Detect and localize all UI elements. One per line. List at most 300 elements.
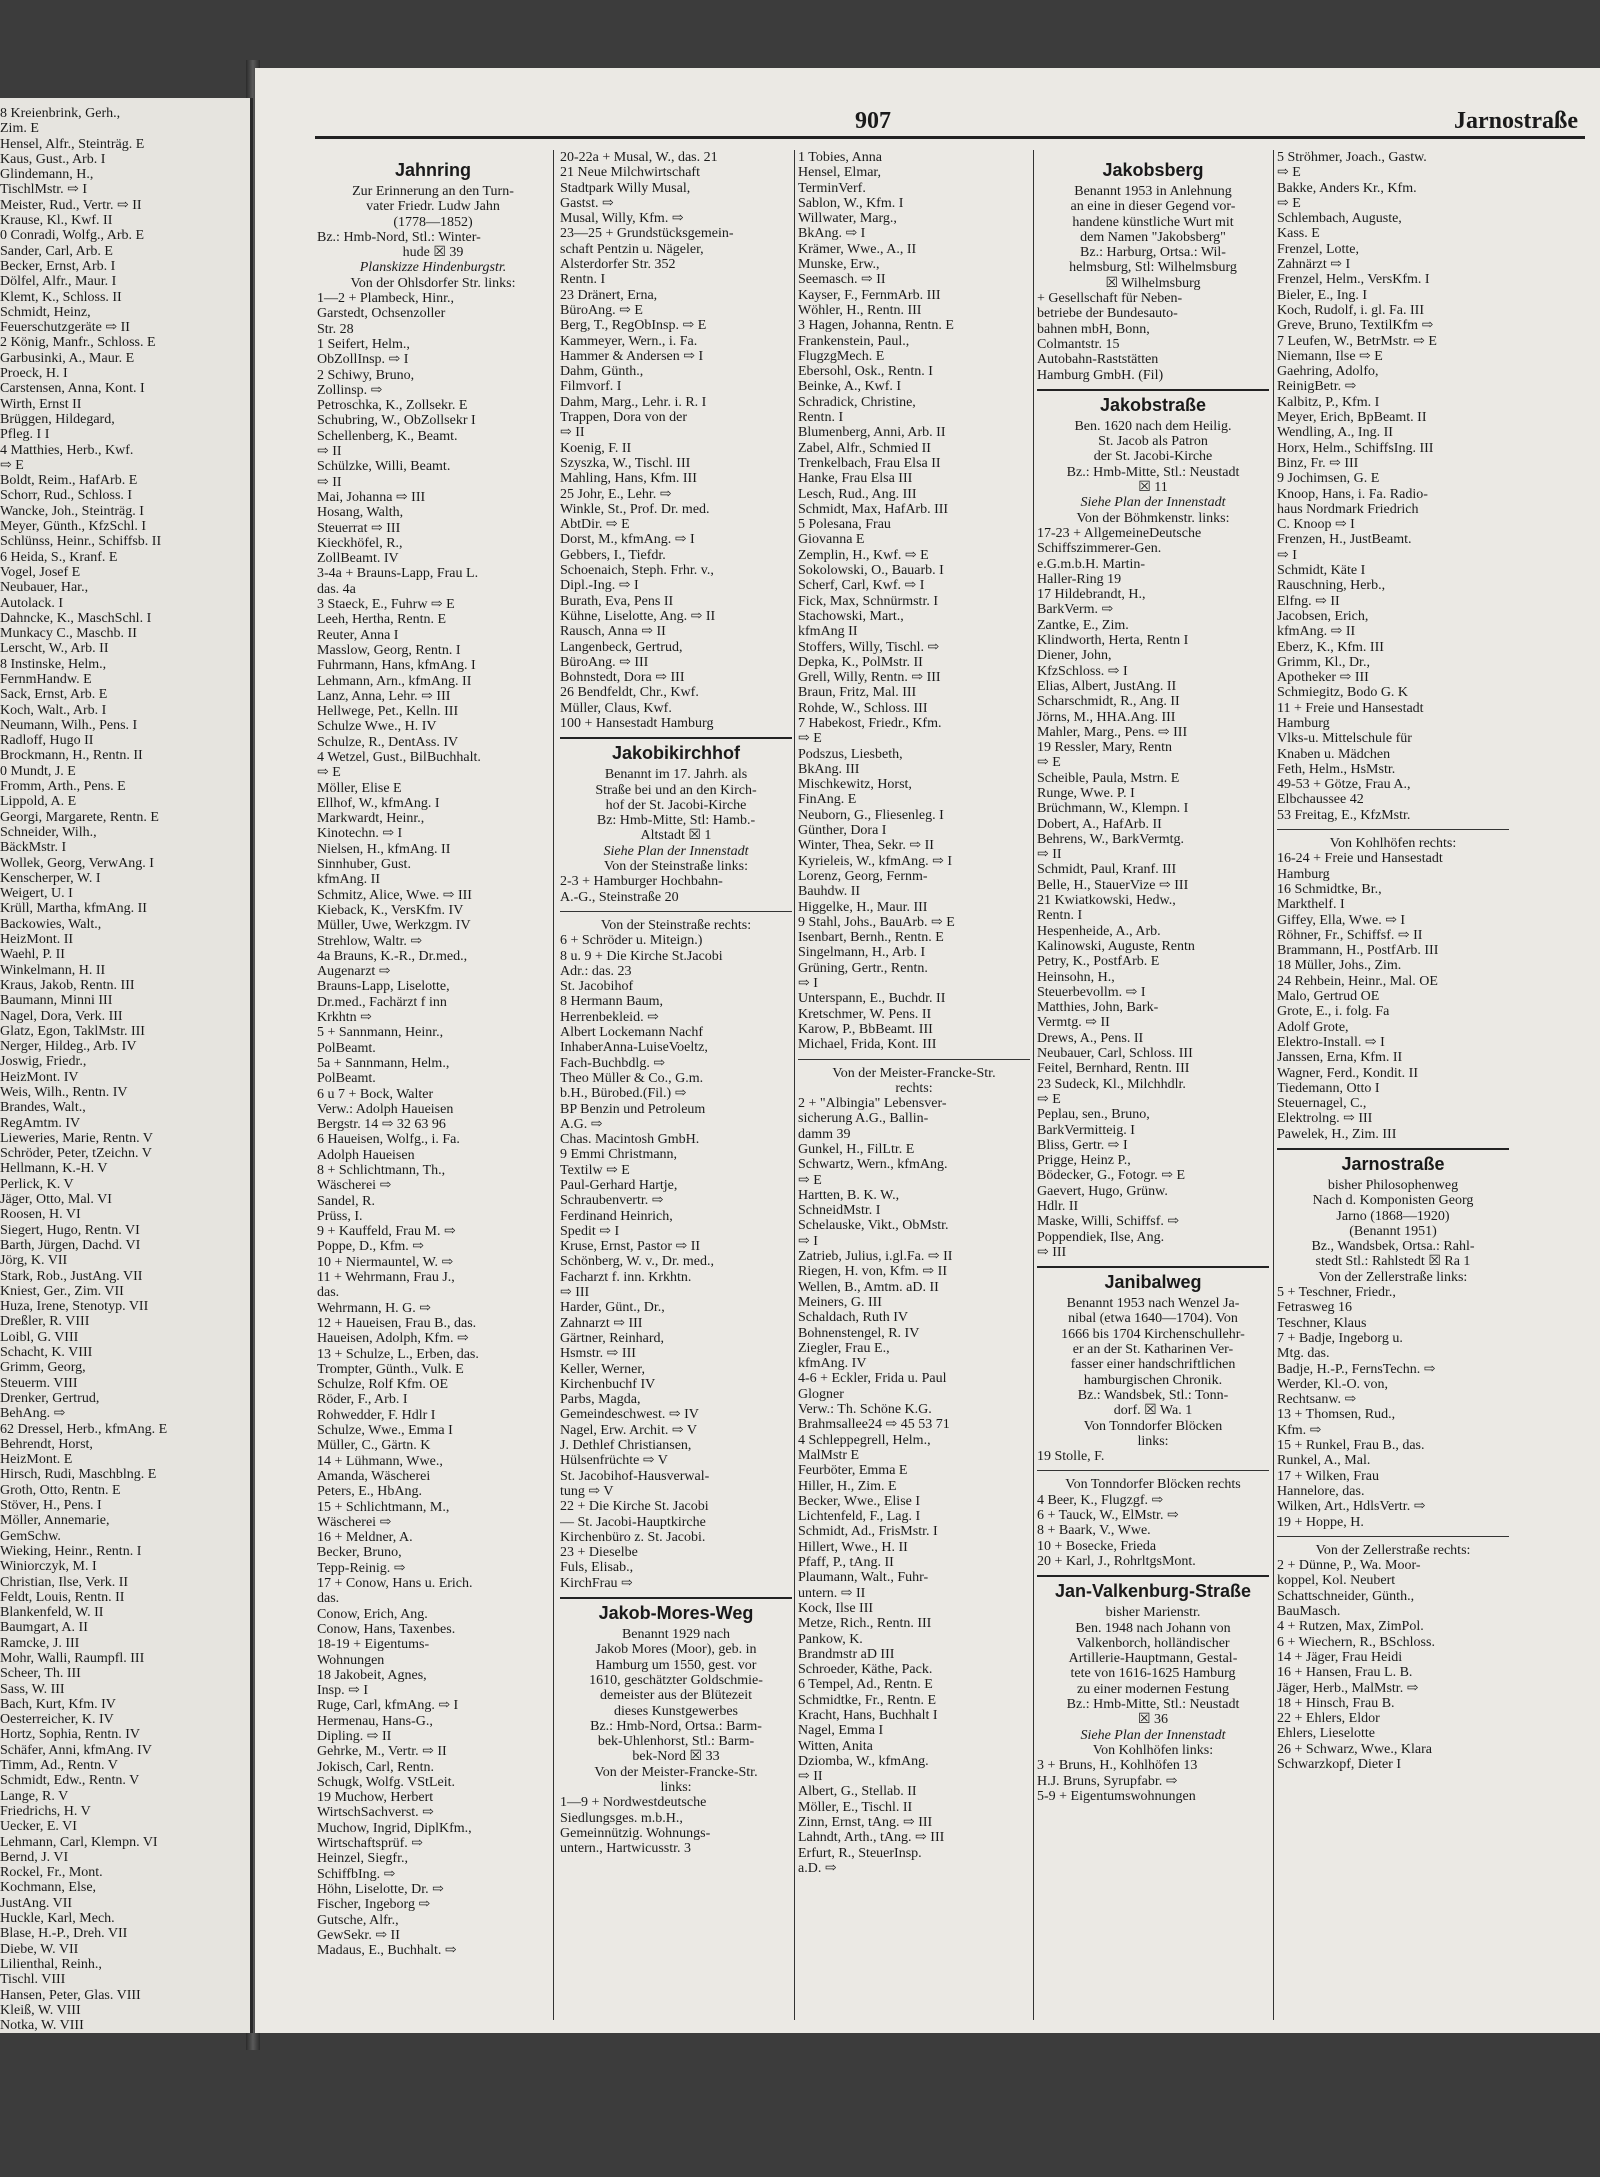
- directory-entry: ReinigBetr. ⇨: [1277, 379, 1357, 395]
- directory-entry: Grell, Willy, Rentn. ⇨ III: [798, 670, 941, 686]
- directory-line: Wancke, Joh., Steinträg. I: [0, 503, 144, 519]
- street-note: Von Kohlhöfen links:: [1092, 1742, 1214, 1758]
- directory-entry: Giovanna E: [798, 532, 865, 548]
- directory-entry: Frenzel, Lotte,: [1277, 241, 1360, 257]
- directory-entry: Musal, Willy, Kfm. ⇨: [560, 211, 684, 227]
- directory-entry: 18 + Hinsch, Frau B.: [1277, 1695, 1395, 1711]
- directory-entry: Kfm. ⇨: [1277, 1422, 1322, 1438]
- directory-entry: Str. 28: [317, 321, 354, 337]
- directory-line: Winiorczyk, M. I: [0, 1559, 97, 1575]
- directory-entry: betriebe der Bundesauto-: [1037, 306, 1178, 322]
- directory-line: HeizMont. II: [0, 932, 74, 948]
- directory-entry: Fick, Max, Schnürmstr. I: [798, 593, 938, 609]
- directory-line: Kniest, Ger., Zim. VII: [0, 1283, 124, 1299]
- directory-entry: Sablon, W., Kfm. I: [798, 195, 904, 211]
- directory-entry: Hespenheide, A., Arb.: [1037, 923, 1161, 939]
- directory-entry: Rohde, W., Schloss. III: [798, 700, 928, 716]
- directory-entry: Hamburg: [1277, 866, 1330, 882]
- directory-entry: Bauhdw. II: [798, 884, 861, 900]
- directory-entry: Dahm, Marg., Lehr. i. R. I: [560, 394, 707, 410]
- street-note: Altstadt ☒ 1: [640, 828, 712, 844]
- directory-entry: Pawelek, H., Zim. III: [1277, 1126, 1397, 1142]
- directory-entry: Schwarzkopf, Dieter I: [1277, 1756, 1402, 1772]
- directory-entry: BkAng. ⇨ I: [798, 226, 866, 242]
- directory-line: 62 Dressel, Herb., kfmAng. E: [0, 1421, 168, 1437]
- directory-entry: Fuls, Elisab.,: [560, 1560, 634, 1576]
- right-page: [255, 68, 1600, 2033]
- directory-entry: Elektrolng. ⇨ III: [1277, 1111, 1373, 1127]
- directory-entry: Parbs, Magda,: [560, 1392, 641, 1408]
- directory-line: Diebe, W. VII: [0, 1941, 79, 1957]
- street-note: Benannt 1953 nach Wenzel Ja-: [1066, 1296, 1240, 1312]
- directory-entry: e.G.m.b.H. Martin-: [1037, 556, 1146, 572]
- directory-entry: Heinsohn, H.,: [1037, 969, 1115, 985]
- directory-entry: Lesch, Rud., Ang. III: [798, 486, 917, 502]
- directory-entry: ⇨ I: [1277, 547, 1297, 563]
- street-note: Von der Zellerstraße links:: [1318, 1269, 1468, 1285]
- directory-entry: 17-23 + AllgemeineDeutsche: [1037, 525, 1202, 541]
- directory-entry: Chas. Macintosh GmbH.: [560, 1132, 700, 1148]
- street-note: Von der Böhmkenstr. links:: [1076, 510, 1230, 526]
- directory-entry: Schoenaich, Steph. Frhr. v.,: [560, 563, 714, 579]
- directory-entry: Klindworth, Herta, Rentn I: [1037, 633, 1189, 649]
- street-note: rechts:: [895, 1080, 933, 1096]
- directory-entry: Verw.: Adolph Haueisen: [317, 1101, 454, 1117]
- directory-entry: Conow, Erich, Ang.: [317, 1606, 428, 1622]
- street-note: Ben. 1948 nach Johann von: [1075, 1620, 1231, 1636]
- directory-entry: 16 + Hansen, Frau L. B.: [1277, 1665, 1413, 1681]
- street-note: Von der Meister-Francke-Str.: [594, 1764, 758, 1780]
- directory-entry: 12 + Haueisen, Frau B., das.: [317, 1315, 477, 1331]
- directory-entry: BüroAng. ⇨ E: [560, 302, 643, 318]
- directory-entry: 7 Leufen, W., BetrMstr. ⇨ E: [1277, 333, 1437, 349]
- directory-entry: 1 Seifert, Helm.,: [317, 336, 410, 352]
- directory-entry: Karow, P., BbBeamt. III: [798, 1021, 933, 1037]
- directory-entry: Vlks-u. Mittelschule für: [1277, 731, 1412, 747]
- street-note: dorf. ☒ Wa. 1: [1113, 1403, 1193, 1419]
- street-note: stedt Stl.: Rahlstedt ☒ Ra 1: [1315, 1254, 1471, 1270]
- directory-entry: Schönberg, W. v., Dr. med.,: [560, 1254, 714, 1270]
- street-note: Bz.: Hmb-Nord, Ortsa.: Barm-: [590, 1718, 762, 1734]
- directory-entry: Gehrke, M., Vertr. ⇨ II: [317, 1744, 447, 1760]
- directory-entry: Wagner, Ferd., Kondit. II: [1277, 1065, 1418, 1081]
- directory-line: Lange, R. V: [0, 1788, 69, 1804]
- directory-entry: Berg, T., RegObInsp. ⇨ E: [560, 318, 707, 334]
- directory-line: Wieking, Heinr., Rentn. I: [0, 1543, 142, 1559]
- directory-line: 4 Matthies, Herb., Kwf.: [0, 442, 134, 458]
- street-note: Jarno (1868—1920): [1336, 1208, 1450, 1224]
- directory-line: 6 Heida, S., Kranf. E: [0, 549, 118, 565]
- street-note: Bz: Hmb-Mitte, Stl: Hamb.-: [596, 813, 756, 829]
- directory-entry: ⇨ E: [1037, 1091, 1061, 1107]
- directory-entry: ⇨ E: [317, 765, 341, 781]
- directory-entry: 1—9 + Nordwestdeutsche: [560, 1795, 707, 1811]
- directory-entry: Kock, Ilse III: [798, 1600, 874, 1616]
- directory-entry: 2-3 + Hamburger Hochbahn-: [560, 874, 723, 890]
- directory-entry: Isenbart, Bernh., Rentn. E: [798, 930, 944, 946]
- directory-entry: Wilken, Art., HdlsVertr. ⇨: [1277, 1499, 1426, 1515]
- directory-entry: 5-9 + Eigentumswohnungen: [1037, 1788, 1196, 1804]
- directory-entry: Kruse, Ernst, Pastor ⇨ II: [560, 1239, 701, 1255]
- directory-entry: Hdlr. II: [1037, 1199, 1079, 1214]
- directory-entry: FlugzgMech. E: [798, 348, 885, 364]
- directory-line: 2 König, Manfr., Schloss. E: [0, 335, 156, 351]
- column-divider: [794, 150, 795, 2020]
- directory-entry: Harder, Günt., Dr.,: [560, 1300, 665, 1316]
- directory-entry: ⇨ E: [1277, 195, 1301, 211]
- directory-line: Klemt, K., Schloss. II: [0, 289, 122, 305]
- directory-line: Brandes, Walt.,: [0, 1100, 86, 1116]
- directory-entry: 10 + Niermauntel, W. ⇨: [317, 1254, 454, 1270]
- directory-entry: BP Benzin und Petroleum: [560, 1101, 706, 1117]
- directory-line: Zim. E: [0, 121, 39, 137]
- directory-line: Glindemann, H.,: [0, 167, 94, 183]
- directory-entry: BüroAng. ⇨ III: [560, 654, 649, 670]
- directory-entry: 23 Sudeck, Kl., Milchhdlr.: [1037, 1076, 1186, 1092]
- directory-line: Barth, Jürgen, Dachd. VI: [0, 1237, 141, 1253]
- directory-entry: Hellwege, Pet., Kelln. III: [317, 704, 459, 720]
- directory-entry: Podszus, Liesbeth,: [798, 746, 903, 762]
- directory-entry: Schmidt, Max, HafArb. III: [798, 501, 949, 517]
- directory-entry: Bieler, E., Ing. I: [1277, 287, 1368, 303]
- directory-line: Schacht, K. VIII: [0, 1345, 93, 1361]
- directory-entry: Gemeindeschwest. ⇨ IV: [560, 1407, 699, 1423]
- street-note: Bz.: Hmb-Mitte, Stl.: Neustadt: [1066, 1697, 1240, 1713]
- directory-entry: Meiners, G. III: [798, 1294, 882, 1310]
- directory-entry: Kammeyer, Wern., i. Fa.: [560, 333, 698, 349]
- directory-entry: 5 + Teschner, Friedr.,: [1277, 1285, 1396, 1301]
- directory-entry: 6 + Wiechern, R., BSchloss.: [1277, 1634, 1435, 1650]
- street-note: Bz., Wandsbek, Ortsa.: Rahl-: [1311, 1239, 1475, 1255]
- directory-entry: 26 + Schwarz, Wwe., Klara: [1277, 1741, 1432, 1757]
- directory-entry: — St. Jacobi-Hauptkirche: [560, 1514, 706, 1530]
- street-note: fasser einer handschriftlichen: [1070, 1357, 1236, 1373]
- directory-line: Waehl, P. II: [0, 947, 65, 963]
- directory-entry: 14 + Lühmann, Wwe.,: [317, 1453, 443, 1469]
- directory-entry: Schraubenvertr. ⇨: [560, 1193, 664, 1209]
- directory-entry: Hosang, Walth,: [317, 505, 404, 521]
- directory-entry: ⇨ E: [798, 731, 822, 747]
- directory-entry: Becker, Bruno,: [317, 1545, 402, 1561]
- directory-line: HeizMont. E: [0, 1452, 73, 1468]
- directory-entry: Gaevert, Hugo, Grünw.: [1037, 1183, 1168, 1199]
- running-head: Jarnostraße: [1454, 108, 1578, 134]
- directory-entry: Peplau, sen., Bruno,: [1037, 1107, 1150, 1123]
- directory-entry: 23 Dränert, Erna,: [560, 287, 658, 303]
- directory-entry: Amanda, Wäscherei: [317, 1468, 431, 1484]
- street-heading: Jarnostraße: [1277, 1148, 1509, 1174]
- directory-entry: 3-4a + Brauns-Lapp, Frau L.: [317, 566, 479, 582]
- directory-entry: Schulze, R., DentAss. IV: [317, 734, 459, 750]
- directory-entry: Neuborn, G., Fliesenleg. I: [798, 807, 944, 823]
- directory-entry: Adolf Grote,: [1277, 1019, 1349, 1035]
- directory-entry: Jokisch, Carl, Rentn.: [317, 1759, 435, 1775]
- directory-line: Bach, Kurt, Kfm. IV: [0, 1696, 116, 1712]
- directory-entry: 1 Tobies, Anna: [798, 150, 882, 165]
- directory-line: HeizMont. IV: [0, 1069, 79, 1085]
- directory-entry: 14 + Jäger, Frau Heidi: [1277, 1649, 1403, 1665]
- directory-entry: Schradick, Christine,: [798, 394, 916, 410]
- directory-entry: Horx, Helm., SchiffsIng. III: [1277, 440, 1434, 456]
- column-5: [1277, 150, 1509, 2030]
- plan-reference: Siehe Plan der Innenstadt: [603, 843, 749, 859]
- directory-line: Timm, Ad., Rentn. V: [0, 1758, 118, 1774]
- header-rule: [315, 136, 1585, 139]
- directory-line: Backowies, Walt.,: [0, 916, 102, 932]
- directory-entry: Apotheker ⇨ III: [1277, 670, 1369, 686]
- directory-entry: Trappen, Dora von der: [560, 410, 688, 426]
- street-note: hude ☒ 39: [402, 245, 464, 261]
- directory-entry: Filmvorf. I: [560, 379, 622, 395]
- directory-entry: Madaus, E., Buchhalt. ⇨: [317, 1943, 457, 1959]
- directory-entry: 13 + Thomsen, Rud.,: [1277, 1407, 1396, 1423]
- directory-entry: 15 + Runkel, Frau B., das.: [1277, 1438, 1425, 1454]
- directory-entry: Malo, Gertrud OE: [1277, 989, 1380, 1005]
- directory-line: BehAng. ⇨: [0, 1406, 66, 1422]
- directory-entry: Scherf, Carl, Kwf. ⇨ I: [798, 578, 925, 594]
- directory-entry: Adolph Haueisen: [317, 1147, 415, 1163]
- directory-entry: 9 + Kauffeld, Frau M. ⇨: [317, 1224, 456, 1240]
- directory-entry: Gaehring, Adolfo,: [1277, 364, 1379, 380]
- directory-entry: GewSekr. ⇨ II: [317, 1927, 400, 1943]
- street-note: Benannt im 17. Jahrh. als: [604, 767, 748, 783]
- directory-entry: Scharschmidt, R., Ang. II: [1037, 694, 1180, 710]
- directory-entry: Krkhtn ⇨: [317, 1010, 372, 1026]
- directory-line: Kraus, Jakob, Rentn. III: [0, 977, 135, 993]
- directory-entry: Röhner, Fr., Schiffsf. ⇨ II: [1277, 927, 1423, 943]
- directory-entry: Höhn, Liselotte, Dr. ⇨: [317, 1881, 444, 1897]
- directory-entry: Feitel, Bernhard, Rentn. III: [1037, 1061, 1190, 1077]
- directory-entry: Trompter, Günth., Vulk. E: [317, 1361, 464, 1377]
- directory-entry: Zantke, E., Zim.: [1037, 617, 1129, 633]
- directory-entry: Leeh, Hertha, Rentn. E: [317, 612, 447, 628]
- directory-entry: Hsmstr. ⇨ III: [560, 1346, 636, 1362]
- street-note: 1610, geschätzter Goldschmie-: [589, 1672, 763, 1688]
- directory-entry: H.J. Bruns, Syrupfabr. ⇨: [1037, 1773, 1178, 1789]
- directory-line: Ramcke, J. III: [0, 1635, 80, 1651]
- directory-entry: Trenkelbach, Frau Elsa II: [798, 455, 941, 471]
- directory-entry: Gutsche, Alfr.,: [317, 1912, 399, 1928]
- directory-entry: Fach-Buchbdlg. ⇨: [560, 1055, 666, 1071]
- directory-entry: Dziomba, W., kfmAng.: [798, 1753, 929, 1769]
- directory-entry: Poppe, D., Kfm. ⇨: [317, 1239, 425, 1255]
- directory-entry: 20-22a + Musal, W., das. 21: [560, 150, 718, 165]
- directory-entry: 4 Wetzel, Gust., BilBuchhalt.: [317, 749, 481, 765]
- directory-entry: Niemann, Ilse ⇨ E: [1277, 348, 1383, 364]
- street-note: ☒ 11: [1138, 480, 1168, 496]
- directory-entry: ⇨ II: [1037, 847, 1062, 863]
- directory-entry: Rechtsanw. ⇨: [1277, 1392, 1357, 1408]
- directory-entry: Rauschning, Herb.,: [1277, 578, 1386, 594]
- directory-entry: MalMstr E: [798, 1447, 860, 1463]
- directory-entry: 49-53 + Götze, Frau A.,: [1277, 777, 1411, 793]
- directory-entry: 5a + Sannmann, Helm.,: [317, 1055, 450, 1071]
- directory-entry: 6 + Tauck, W., ElMstr. ⇨: [1037, 1508, 1179, 1524]
- directory-entry: Lorenz, Georg, Fernm-: [798, 868, 928, 884]
- directory-entry: Wäscherei ⇨: [317, 1178, 392, 1194]
- directory-line: Krause, Kl., Kwf. II: [0, 213, 113, 229]
- directory-entry: Stoffers, Willy, Tischl. ⇨: [798, 639, 940, 655]
- directory-line: Hansen, Peter, Glas. VIII: [0, 1987, 141, 2003]
- directory-entry: Heinzel, Siegfr.,: [317, 1851, 408, 1867]
- directory-line: Christian, Ilse, Verk. II: [0, 1574, 129, 1590]
- directory-line: Munkacy C., Maschb. II: [0, 626, 137, 642]
- directory-entry: Textilw ⇨ E: [560, 1162, 630, 1178]
- directory-entry: ⇨ II: [317, 444, 342, 460]
- directory-entry: Elfng. ⇨ II: [1277, 593, 1340, 609]
- directory-entry: Bliss, Gertr. ⇨ I: [1037, 1137, 1128, 1153]
- directory-entry: Schugk, Wolfg. VStLeit.: [317, 1774, 455, 1790]
- directory-entry: Schubring, W., ObZollsekr I: [317, 413, 476, 429]
- directory-entry: ⇨ III: [560, 1285, 590, 1301]
- directory-line: Schröder, Peter, tZeichn. V: [0, 1146, 152, 1162]
- directory-entry: das.: [317, 1285, 340, 1301]
- left-page-fragment: [0, 98, 253, 2033]
- street-note: dieses Kunstgewerbes: [613, 1703, 739, 1719]
- directory-line: Dölfel, Alfr., Maur. I: [0, 274, 117, 290]
- directory-line: Lehmann, Carl, Klempn. VI: [0, 1834, 158, 1850]
- directory-entry: 5 Ströhmer, Joach., Gastw.: [1277, 150, 1427, 165]
- street-note: Bz.: Hmb-Mitte, Stl.: Neustadt: [1066, 464, 1240, 480]
- street-note: vater Friedr. Ludw Jahn: [366, 199, 500, 215]
- directory-entry: Plaumann, Walt., Fuhr-: [798, 1570, 929, 1586]
- directory-entry: Kracht, Hans, Buchhalt I: [798, 1707, 938, 1723]
- directory-entry: Gebbers, I., Tiefdr.: [560, 547, 666, 563]
- directory-entry: Grüning, Gertr., Rentn.: [798, 960, 928, 976]
- directory-entry: Kirchenbuchf IV: [560, 1376, 656, 1392]
- directory-entry: Feth, Helm., HsMstr.: [1277, 761, 1396, 777]
- directory-line: Pfleg. I I: [0, 427, 50, 443]
- directory-entry: tung ⇨ V: [560, 1483, 614, 1499]
- directory-entry: Schwartz, Wern., kfmAng.: [798, 1157, 948, 1173]
- directory-entry: Vermtg. ⇨ II: [1037, 1015, 1110, 1031]
- directory-entry: ⇨ II: [317, 474, 342, 490]
- plan-reference: Siehe Plan der Innenstadt: [1080, 495, 1226, 511]
- directory-entry: Wäscherei ⇨: [317, 1514, 392, 1530]
- directory-entry: 19 + Hoppe, H.: [1277, 1514, 1364, 1530]
- directory-entry: Krämer, Wwe., A., II: [798, 241, 917, 257]
- directory-line: Boldt, Reim., HafArb. E: [0, 473, 138, 489]
- directory-entry: Müller, Claus, Kwf.: [560, 700, 672, 716]
- directory-line: Stark, Rob., JustAng. VII: [0, 1268, 143, 1284]
- directory-entry: Greve, Bruno, TextilKfm ⇨: [1277, 318, 1434, 334]
- directory-entry: ⇨ E: [798, 1172, 822, 1188]
- directory-entry: Zatrieb, Julius, i.gl.Fa. ⇨ II: [798, 1249, 953, 1265]
- street-heading: Jahnring: [394, 160, 471, 180]
- street-note: zu einer modernen Festung: [1076, 1681, 1229, 1697]
- directory-entry: SchiffbIng. ⇨: [317, 1866, 396, 1882]
- directory-line: Huckle, Karl, Mech.: [0, 1911, 115, 1927]
- directory-entry: Bakke, Anders Kr., Kfm.: [1277, 180, 1417, 196]
- directory-line: Schlünss, Heinr., Schiffsb. II: [0, 534, 162, 550]
- directory-entry: Koenig, F. II: [560, 440, 632, 456]
- directory-line: Uecker, E. VI: [0, 1819, 77, 1835]
- directory-entry: 2 Schiwy, Bruno,: [317, 367, 415, 383]
- directory-entry: Neubauer, Carl, Schloss. III: [1037, 1046, 1193, 1062]
- directory-entry: KirchFrau ⇨: [560, 1575, 633, 1591]
- street-note: bek-Nord ☒ 33: [632, 1749, 720, 1765]
- directory-line: Perlick, K. V: [0, 1176, 74, 1192]
- directory-entry: Bz.: Hmb-Nord, Stl.: Winter-: [317, 229, 481, 245]
- directory-line: Notka, W. VIII: [0, 2018, 84, 2033]
- directory-entry: Higgelke, H., Maur. III: [798, 899, 928, 915]
- directory-entry: Hensel, Elmar,: [798, 165, 882, 181]
- directory-entry: 18 Müller, Johs., Zim.: [1277, 958, 1402, 974]
- directory-entry: Adr.: das. 23: [560, 963, 632, 979]
- directory-entry: Mischkewitz, Horst,: [798, 777, 912, 793]
- directory-entry: Kalinowski, Auguste, Rentn: [1037, 938, 1195, 954]
- directory-entry: Winkle, St., Prof. Dr. med.: [560, 501, 710, 517]
- directory-entry: Haller-Ring 19: [1037, 571, 1122, 587]
- directory-entry: Petroschka, K., Zollsekr. E: [317, 398, 468, 414]
- directory-line: Sander, Carl, Arb. E: [0, 243, 113, 259]
- directory-entry: Günther, Dora I: [798, 823, 887, 839]
- directory-entry: Spedit ⇨ I: [560, 1223, 620, 1239]
- directory-line: Jörg, K. VII: [0, 1253, 68, 1269]
- directory-entry: Augenarzt ⇨: [317, 964, 391, 980]
- directory-line: Brockmann, H., Rentn. II: [0, 748, 143, 764]
- directory-entry: KfzSchloss. ⇨ I: [1037, 663, 1128, 679]
- directory-line: Brüggen, Hildegard,: [0, 411, 115, 427]
- directory-entry: Muchow, Ingrid, DiplKfm.,: [317, 1820, 472, 1836]
- directory-line: Steuerm. VIII: [0, 1375, 78, 1391]
- street-note: an eine in dieser Gegend vor-: [1070, 199, 1236, 215]
- directory-entry: Fischer, Ingeborg ⇨: [317, 1897, 431, 1913]
- directory-line: Wollek, Georg, VerwAng. I: [0, 855, 154, 871]
- directory-entry: ObZollInsp. ⇨ I: [317, 352, 409, 368]
- directory-line: Wirth, Ernst II: [0, 396, 82, 412]
- directory-line: Lerscht, W., Arb. II: [0, 641, 109, 657]
- directory-entry: 4-6 + Eckler, Frida u. Paul: [798, 1371, 947, 1387]
- directory-entry: untern. ⇨ II: [798, 1585, 866, 1601]
- directory-entry: Blumenberg, Anni, Arb. II: [798, 425, 946, 441]
- directory-entry: koppel, Kol. Neubert: [1277, 1573, 1396, 1589]
- directory-entry: Zahnärzt ⇨ I: [1277, 257, 1351, 273]
- directory-line: Krüll, Martha, kfmAng. II: [0, 901, 147, 917]
- directory-entry: SchneidMstr. I: [798, 1203, 881, 1219]
- plan-reference: Siehe Plan der Innenstadt: [1080, 1727, 1226, 1743]
- directory-line: Georgi, Margarete, Rentn. E: [0, 809, 159, 825]
- directory-entry: Verw.: Th. Schöne K.G.: [798, 1402, 932, 1418]
- directory-entry: Schmidtke, Fr., Rentn. E: [798, 1692, 937, 1708]
- street-note: Jakob Mores (Moor), geb. in: [595, 1642, 757, 1658]
- directory-entry: Insp. ⇨ I: [317, 1683, 369, 1699]
- directory-entry: Ehlers, Lieselotte: [1277, 1726, 1375, 1742]
- directory-entry: schaft Pentzin u. Nägeler,: [560, 241, 704, 257]
- directory-entry: Fetrasweg 16: [1277, 1300, 1353, 1316]
- directory-entry: Kirchenbüro z. St. Jacobi.: [560, 1529, 706, 1545]
- directory-entry: Zemplin, H., Kwf. ⇨ E: [798, 547, 929, 563]
- directory-entry: ⇨ I: [798, 976, 818, 992]
- directory-entry: 17 + Wilken, Frau: [1277, 1468, 1379, 1484]
- directory-entry: das.: [317, 1591, 340, 1607]
- directory-entry: WirtschSachverst. ⇨: [317, 1805, 434, 1821]
- directory-entry: Erfurt, R., SteuerInsp.: [798, 1845, 922, 1861]
- street-heading: Jakob-Mores-Weg: [560, 1597, 792, 1623]
- directory-entry: Kretschmer, W. Pens. II: [798, 1006, 932, 1022]
- directory-entry: C. Knoop ⇨ I: [1277, 517, 1355, 533]
- directory-entry: Schulze, Rolf Kfm. OE: [317, 1377, 449, 1393]
- directory-entry: Brüchmann, W., Klempn. I: [1037, 801, 1189, 817]
- directory-entry: Langenbeck, Gertrud,: [560, 639, 683, 655]
- directory-entry: BkAng. III: [798, 761, 860, 777]
- directory-entry: Runkel, A., Mal.: [1277, 1453, 1371, 1469]
- directory-entry: Schroeder, Käthe, Pack.: [798, 1662, 933, 1678]
- directory-entry: Elbchaussee 42: [1277, 792, 1364, 808]
- directory-entry: 9 Stahl, Johs., BauArb. ⇨ E: [798, 914, 955, 930]
- directory-entry: Nagel, Emma I: [798, 1723, 884, 1739]
- directory-entry: 26 Bendfeldt, Chr., Kwf.: [560, 685, 699, 701]
